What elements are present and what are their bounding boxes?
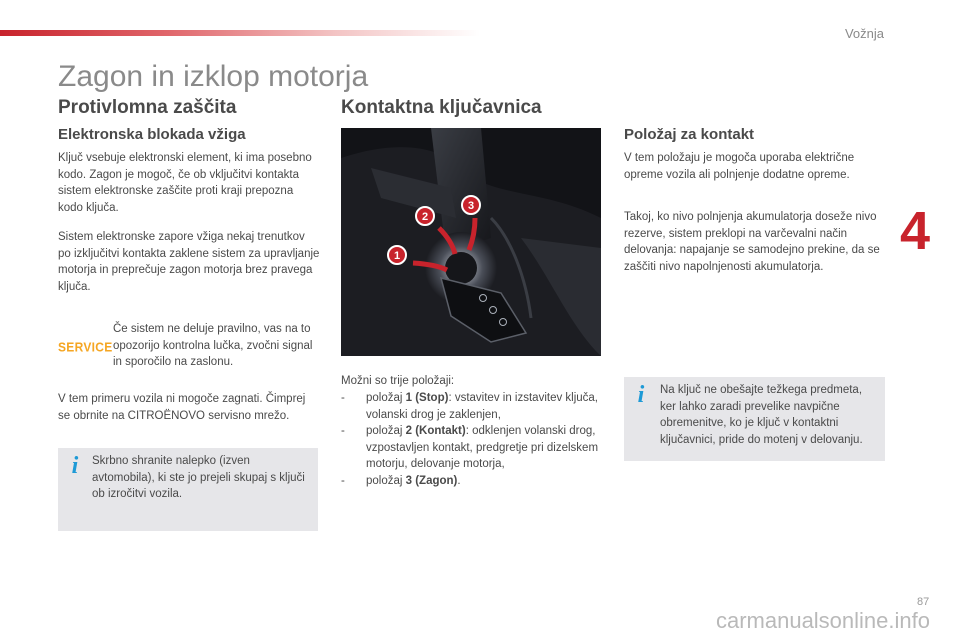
info-box-text: Skrbno shranite nalepko (izven avtomobila), ki ste jo prejeli skupaj s ključi ob izročitvi vozila. <box>92 455 305 500</box>
subheading-contact-position: Položaj za kontakt <box>624 126 755 143</box>
callout-1-label: 1 <box>393 250 401 262</box>
service-warning-text: Če sistem ne deluje pravilno, vas na to opozorijo kontrolna lučka, zvočni signal in sporočilo na zaslonu. <box>113 323 313 368</box>
chapter-label: Vožnja <box>844 26 884 41</box>
info-icon: i <box>71 453 79 479</box>
service-icon: SERVICE <box>58 339 113 355</box>
page-number: 87 <box>917 596 930 608</box>
position-label: 2 (Kontakt) <box>405 425 466 437</box>
info-box-text: Na ključ ne obešajte težkega predmeta, ker lahko zaradi prevelike navpične obremenitve, ko je ključ v kontaktni ključavnici, pride do motenj v delovanju. <box>660 384 863 446</box>
subheading-immobiliser: Elektronska blokada vžiga <box>58 126 246 143</box>
list-item: - položaj 3 (Zagon). <box>341 473 601 490</box>
contact-paragraph-1: V tem položaju je mogoča uporaba električne opreme vozila ali polnjenje dodatne opreme. <box>624 152 855 181</box>
info-icon: i <box>637 382 645 408</box>
callout-2 <box>416 207 434 225</box>
immobiliser-paragraph-3: V tem primeru vozila ni mogoče zagnati. Čimprej se obrnite na CITROËNOVO servisno mrežo. <box>58 393 306 422</box>
section-heading-anti-theft: Protivlomna zaščita <box>58 97 237 118</box>
immobiliser-paragraph-2: Sistem elektronske zapore vžiga nekaj trenutkov po izključitvi kontakta zaklene sistem za upravljanje motorja in preprečuje zagon motorja brez pravega ključa. <box>58 231 320 293</box>
positions-intro: Možni so trije položaji: <box>341 375 455 387</box>
callout-2-label: 2 <box>421 211 429 223</box>
callout-3 <box>462 196 480 214</box>
info-box-key-weight <box>624 377 885 461</box>
positions-list <box>341 390 601 489</box>
ignition-key-photo <box>341 128 601 356</box>
section-heading-ignition-switch: Kontaktna ključavnica <box>341 97 542 118</box>
page-title: Zagon in izklop motorja <box>58 60 369 93</box>
chapter-number: 4 <box>900 201 931 261</box>
list-item: - položaj 1 (Stop): vstavitev in izstavitev ključa, volanski drog je zaklenjen, <box>341 390 601 423</box>
watermark: carmanualsonline.info <box>715 608 930 633</box>
callout-3-label: 3 <box>467 200 475 212</box>
header-accent-bar <box>0 30 480 36</box>
position-label: 3 (Zagon) <box>405 474 458 487</box>
info-box-key-label <box>58 448 318 531</box>
immobiliser-paragraph-1: Ključ vsebuje elektronski element, ki ima posebno kodo. Zagon je mogoč, če ob vključitvi kontakta sistem elektronske zaščite proti kraji prepozna kodo ključa. <box>58 152 312 214</box>
position-label: 1 (Stop) <box>405 392 449 404</box>
ignition-illustration <box>341 128 601 356</box>
list-item: - položaj 2 (Kontakt): odklenjen volanski drog, vzpostavljen kontakt, predgretje pri dizelskem motorju, delovanje motorja, <box>341 423 601 473</box>
callout-1 <box>388 246 406 264</box>
contact-paragraph-2: Takoj, ko nivo polnjenja akumulatorja doseže nivo rezerve, sistem preklopi na varčevalni način delovanja: napajanje se samodejno prekine, da se zaščiti nivo napolnjenosti akumulatorja. <box>624 211 880 273</box>
